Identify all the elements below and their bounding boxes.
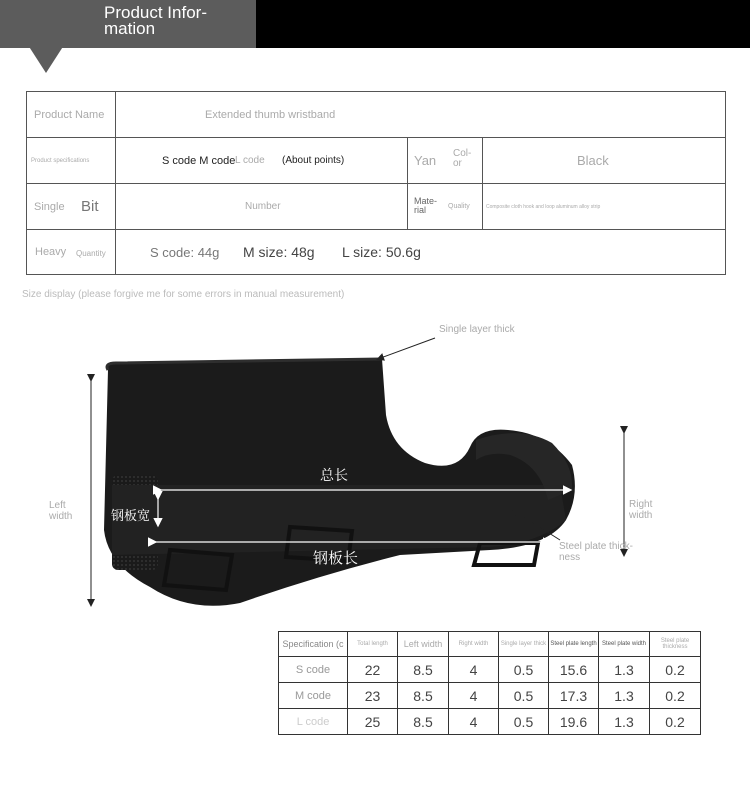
plate-width-label: 钢板宽 [111,509,151,524]
table-cell: L code [279,709,348,735]
header-bar [0,0,750,48]
table-header: Single layer thick [499,632,549,657]
table-cell: 1.3 [599,683,650,709]
product-name-value: Extended thumb wristband [205,109,336,121]
table-cell: 0.2 [650,657,701,683]
table-cell: 8.5 [398,709,449,735]
specifications-label: Product specifications [31,157,90,164]
table-row [279,657,701,683]
table-row [279,683,701,709]
total-length-label: 总长 [320,468,348,484]
product-name-label: Product Name [34,109,105,121]
right-width-label: Right width [629,499,653,521]
quantity-label: Quantity [76,248,106,258]
color-label-2: Col-or [453,148,472,169]
table-cell: 17.3 [549,683,599,709]
divider [482,138,483,229]
table-cell: 0.2 [650,683,701,709]
table-cell: M code [279,683,348,709]
divider [27,183,725,184]
specification-table [278,631,701,735]
weight-m: M size: 48g [243,244,315,260]
color-value: Black [577,153,609,168]
wristband-diagram [0,315,750,625]
table-cell: 19.6 [549,709,599,735]
bit-label: Bit [81,198,99,215]
table-header: Steel plate width [599,632,650,657]
single-label: Single [34,200,65,213]
table-header: Steel plate length [549,632,599,657]
table-cell: 4 [449,709,499,735]
steel-thickness-label: Steel plate thick-ness [559,541,633,563]
table-cell: 23 [348,683,398,709]
weight-s: S code: 44g [150,244,220,260]
table-header: Left width [398,632,449,657]
size-note: Size display (please forgive me for some errors in manual measurement) [22,289,345,300]
product-info-table [26,91,726,275]
divider [407,138,408,229]
single-layer-label: Single layer thick [439,324,515,335]
material-value: Composite cloth hook and loop aluminum alloy strip [486,203,601,210]
color-label-1: Yan [414,153,437,168]
chevron-down-icon [17,28,75,73]
table-cell: 4 [449,657,499,683]
table-cell: 8.5 [398,657,449,683]
quality-label: Quality [448,203,470,210]
table-header: Total length [348,632,398,657]
table-cell: 0.5 [499,709,549,735]
table-cell: 0.5 [499,657,549,683]
table-header-row [279,632,701,657]
single-layer-pointer [378,338,435,359]
weight-l: L size: 50.6g [342,244,421,260]
sizes-text: S code M code [162,154,236,167]
table-cell: 22 [348,657,398,683]
about-points-text: (About points) [282,155,345,166]
divider [27,137,725,138]
table-cell: 8.5 [398,683,449,709]
table-header: Steel plate thickness [650,632,701,657]
table-cell: 1.3 [599,657,650,683]
table-cell: 25 [348,709,398,735]
table-row [279,709,701,735]
plate-length-label: 钢板长 [313,549,359,567]
l-code-text: L code [235,155,265,166]
table-header: Right width [449,632,499,657]
left-width-label: Left width [49,500,73,522]
header-title: Product Infor-mation [104,3,207,38]
table-header: Specification (c [279,632,348,657]
table-cell: 4 [449,683,499,709]
number-text: Number [245,201,281,212]
table-cell: S code [279,657,348,683]
material-label: Mate-rial [414,196,438,215]
table-cell: 15.6 [549,657,599,683]
table-cell: 0.2 [650,709,701,735]
table-cell: 0.5 [499,683,549,709]
table-cell: 1.3 [599,709,650,735]
heavy-label: Heavy [35,246,67,258]
